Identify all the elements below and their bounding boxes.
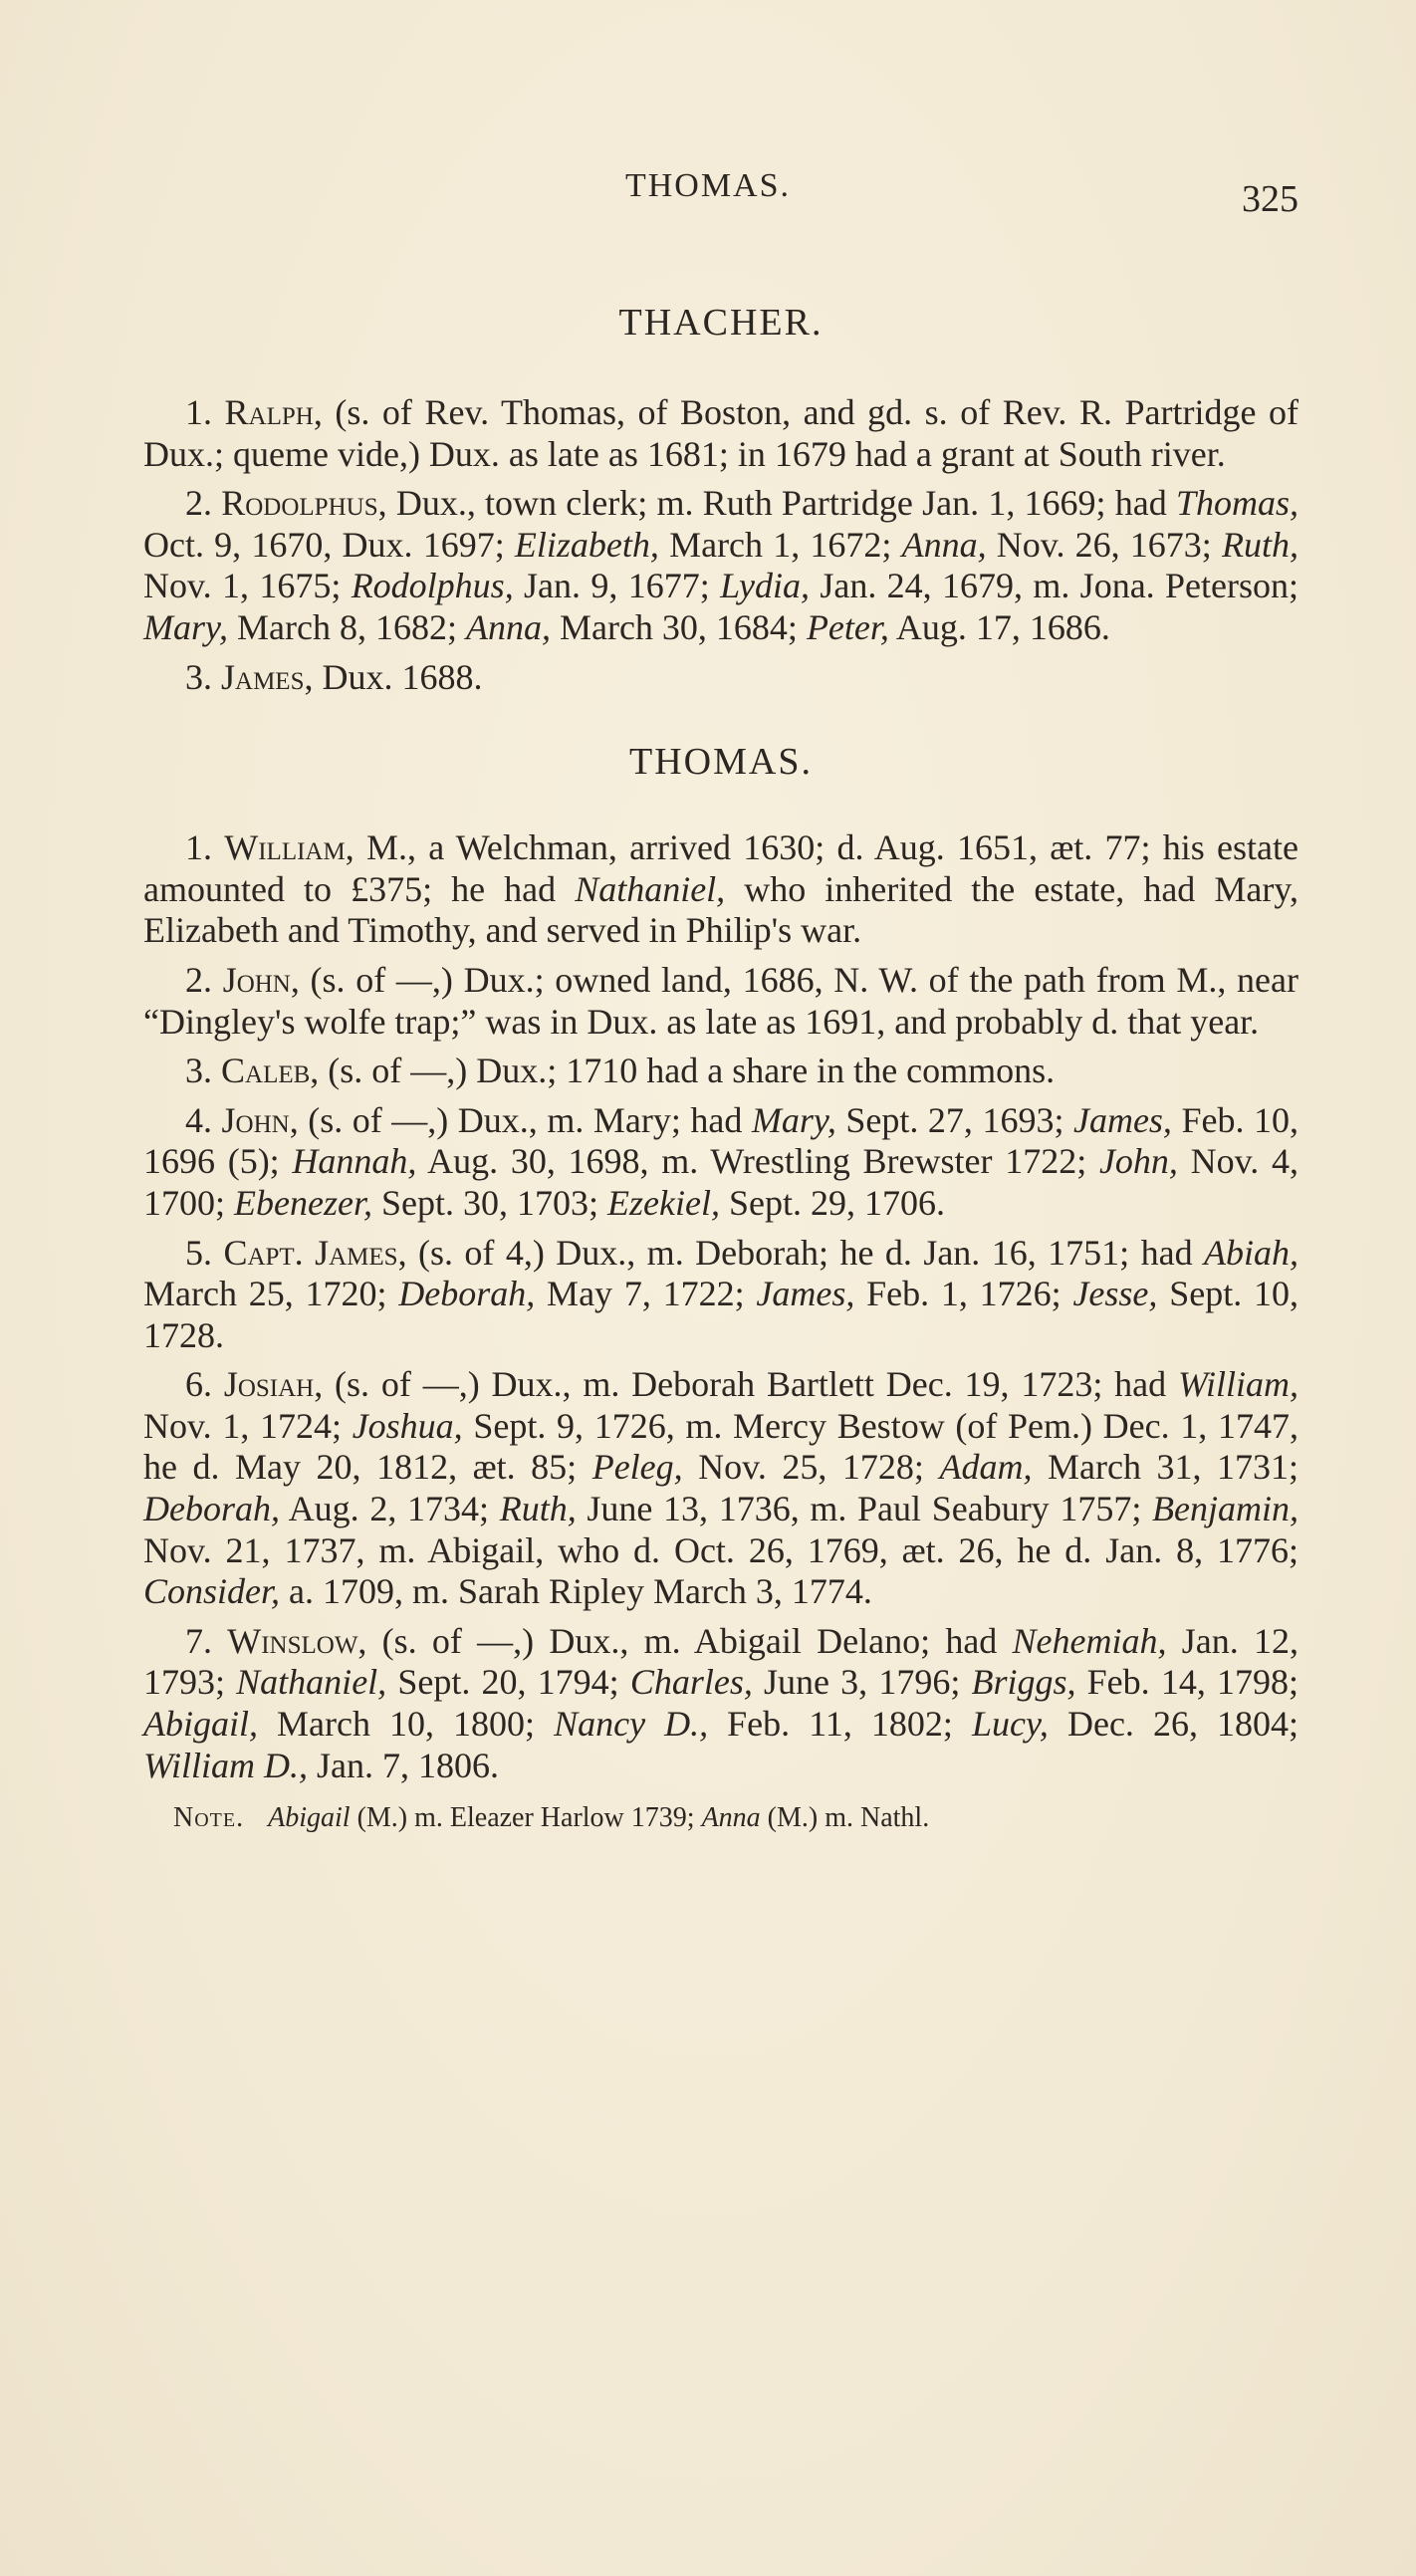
entry-text: Aug. 30, 1698, m. Wrestling Brewster 1722; <box>416 1141 1099 1182</box>
child-name: Nancy D., <box>554 1704 709 1745</box>
entry-number: 1. <box>185 827 225 868</box>
child-name: Deborah, <box>398 1274 536 1314</box>
entry-text: (s. of Rev. Thomas, of Boston, and gd. s. of Rev. R. Partridge of Dux.; queme vide,) Dux. as late as 1681; in 1679 had a grant at South river. <box>143 392 1298 474</box>
child-name: Abigail, <box>143 1704 258 1745</box>
entry-text: Sept. 29, 1706. <box>719 1182 945 1223</box>
entry-number: 1. <box>185 392 225 432</box>
entry-text: Dec. 26, 1804; <box>1048 1704 1298 1745</box>
child-name: Ruth, <box>499 1489 577 1529</box>
child-name: Anna, <box>901 524 987 565</box>
entry-text: Feb. 10, 1696 (5); <box>143 1099 1298 1182</box>
entry-text: Jan. 24, 1679, m. Jona. Peterson; <box>810 566 1298 606</box>
child-name: Elizabeth, <box>514 524 659 565</box>
entry-text: March 1, 1672; <box>658 524 902 565</box>
entry-text: (s. of —,) Dux., m. Deborah Bartlett Dec. 19, 1723; had <box>323 1364 1178 1405</box>
entry-name: Capt. James, <box>223 1232 407 1273</box>
child-name: Thomas, <box>1175 483 1299 524</box>
note-child-name: Abigail <box>268 1802 351 1834</box>
entry-text: Sept. 10, 1728. <box>143 1274 1298 1355</box>
note-child-name: Anna <box>701 1802 761 1834</box>
entry-name: John, <box>222 959 300 1000</box>
entry-text: May 7, 1722; <box>535 1274 757 1314</box>
entry-text: March 30, 1684; <box>550 606 807 647</box>
entry-name: John, <box>221 1099 299 1140</box>
section-heading: THOMAS. <box>629 741 813 784</box>
child-name: Benjamin, <box>1152 1489 1299 1529</box>
genealogy-entry <box>143 483 1298 648</box>
entry-text: Jan. 12, 1793; <box>143 1620 1298 1703</box>
entry-name: Rodolphus, <box>221 483 387 524</box>
entry-text: Sept. 20, 1794; <box>386 1662 630 1703</box>
genealogy-entry <box>143 1100 1298 1225</box>
entry-text: Nov. 1, 1675; <box>143 566 352 606</box>
entry-text: June 3, 1796; <box>752 1662 972 1703</box>
entry-number: 5. <box>185 1232 224 1273</box>
section-heading: THACHER. <box>618 302 824 344</box>
child-name: Peleg, <box>591 1447 683 1488</box>
page-number: 325 <box>1242 178 1298 220</box>
child-name: Charles, <box>629 1662 753 1703</box>
entry-text: March 10, 1800; <box>258 1704 555 1745</box>
genealogy-entry <box>143 657 1298 699</box>
entry-text: M., a Welchman, arrived 1630; d. Aug. 1651, æt. 77; his estate amounted to £375; he had <box>143 827 1298 909</box>
child-name: Nehemiah, <box>1012 1620 1167 1661</box>
child-name: Ruth, <box>1222 524 1298 565</box>
entry-name: Caleb, <box>221 1051 320 1091</box>
entry-text: March 31, 1731; <box>1032 1447 1299 1488</box>
running-title: THOMAS. <box>624 167 792 204</box>
entry-number: 2. <box>185 959 223 1000</box>
child-name: Consider, <box>143 1571 281 1612</box>
child-name: Nathaniel, <box>575 868 726 909</box>
entry-text: Dux., town clerk; m. Ruth Partridge Jan. 1, 1669; had <box>386 483 1176 524</box>
running-head <box>0 167 1416 220</box>
footnote <box>143 1800 1298 1836</box>
child-name: Lucy, <box>971 1704 1049 1745</box>
child-name: Ebenezer, <box>234 1182 372 1223</box>
note-text: (M.) m. Eleazer Harlow 1739; <box>350 1802 702 1834</box>
child-name: Mary, <box>143 606 228 647</box>
child-name: John, <box>1098 1141 1178 1182</box>
entry-text: Sept. 9, 1726, m. Mercy Bestow (of Pem.) Dec. 1, 1747, he d. May 20, 1812, æt. 85; <box>143 1405 1298 1488</box>
entry-text: March 8, 1682; <box>228 606 466 647</box>
child-name: William D., <box>143 1745 309 1785</box>
genealogy-entry <box>143 1364 1298 1613</box>
entry-text: Sept. 27, 1693; <box>835 1099 1073 1140</box>
entry-text: (s. of —,) Dux.; 1710 had a share in the commons. <box>319 1051 1056 1091</box>
child-name: Briggs, <box>971 1662 1076 1703</box>
page-content <box>143 289 1298 1836</box>
entry-text: June 13, 1736, m. Paul Seabury 1757; <box>576 1489 1153 1529</box>
child-name: Ezekiel, <box>607 1182 720 1223</box>
entry-text: March 25, 1720; <box>143 1274 399 1314</box>
entry-text: Nov. 26, 1673; <box>986 524 1222 565</box>
entry-text: a. 1709, m. Sarah Ripley March 3, 1774. <box>280 1571 872 1612</box>
entry-text: Feb. 1, 1726; <box>854 1274 1073 1314</box>
note-text: (M.) m. Nathl. <box>760 1802 930 1834</box>
child-name: Joshua, <box>352 1405 463 1446</box>
child-name: Hannah, <box>292 1141 417 1182</box>
genealogy-entry <box>143 1051 1298 1092</box>
entry-text: Nov. 4, 1700; <box>143 1141 1299 1223</box>
entry-text: Dux. 1688. <box>313 656 483 697</box>
child-name: Jesse, <box>1072 1274 1158 1314</box>
entry-number: 2. <box>185 483 222 524</box>
entry-text: (s. of —,) Dux.; owned land, 1686, N. W. of the path from M., near “Dingley's wolfe trap;” was in Dux. as late as 1691, and probably d. that year. <box>143 959 1298 1042</box>
entry-name: James, <box>221 656 314 697</box>
entry-text: (s. of —,) Dux., m. Mary; had <box>298 1099 752 1140</box>
entry-name: William, <box>224 827 354 868</box>
genealogy-entry <box>143 1621 1298 1786</box>
entry-name: Winslow, <box>227 1620 367 1661</box>
entry-text: Sept. 30, 1703; <box>371 1182 607 1223</box>
entry-text: Jan. 9, 1677; <box>513 566 721 606</box>
child-name: Abiah, <box>1204 1232 1298 1273</box>
genealogy-entry <box>143 960 1298 1043</box>
child-name: Rodolphus, <box>351 566 514 606</box>
genealogy-entry <box>143 827 1298 952</box>
genealogy-entry <box>143 1233 1298 1357</box>
entry-text: who inherited the estate, had Mary, Elizabeth and Timothy, and served in Philip's war. <box>143 868 1298 951</box>
entry-text: Feb. 14, 1798; <box>1075 1662 1298 1703</box>
child-name: Adam, <box>939 1447 1033 1488</box>
entry-text: Nov. 1, 1724; <box>143 1405 353 1446</box>
entry-number: 6. <box>185 1364 224 1405</box>
entry-text: Aug. 17, 1686. <box>888 606 1110 647</box>
entry-text: Oct. 9, 1670, Dux. 1697; <box>143 524 515 565</box>
note-label: Note. <box>173 1802 245 1834</box>
child-name: William, <box>1177 1364 1298 1405</box>
child-name: Nathaniel, <box>236 1662 387 1703</box>
child-name: Mary, <box>751 1099 836 1140</box>
entry-text: (s. of —,) Dux., m. Abigail Delano; had <box>366 1620 1013 1661</box>
child-name: Anna, <box>465 606 551 647</box>
entry-text: Jan. 7, 1806. <box>308 1745 500 1785</box>
child-name: James, <box>756 1274 855 1314</box>
genealogy-entry <box>143 392 1298 475</box>
entry-name: Josiah, <box>223 1364 324 1405</box>
entry-number: 3. <box>185 1051 221 1091</box>
entry-text: Nov. 21, 1737, m. Abigail, who d. Oct. 26, 1769, æt. 26, he d. Jan. 8, 1776; <box>143 1529 1298 1570</box>
entry-number: 4. <box>185 1099 222 1140</box>
child-name: James, <box>1072 1099 1172 1140</box>
child-name: Peter, <box>806 606 889 647</box>
child-name: Deborah, <box>143 1489 280 1529</box>
entry-text: Feb. 11, 1802; <box>708 1704 972 1745</box>
child-name: Lydia, <box>720 566 810 606</box>
entry-text: Aug. 2, 1734; <box>280 1489 500 1529</box>
entry-number: 7. <box>185 1620 228 1661</box>
entry-number: 3. <box>185 656 221 697</box>
entry-name: Ralph, <box>224 392 323 432</box>
entry-text: Nov. 25, 1728; <box>682 1447 940 1488</box>
entry-text: (s. of 4,) Dux., m. Deborah; he d. Jan. 16, 1751; had <box>406 1232 1204 1273</box>
